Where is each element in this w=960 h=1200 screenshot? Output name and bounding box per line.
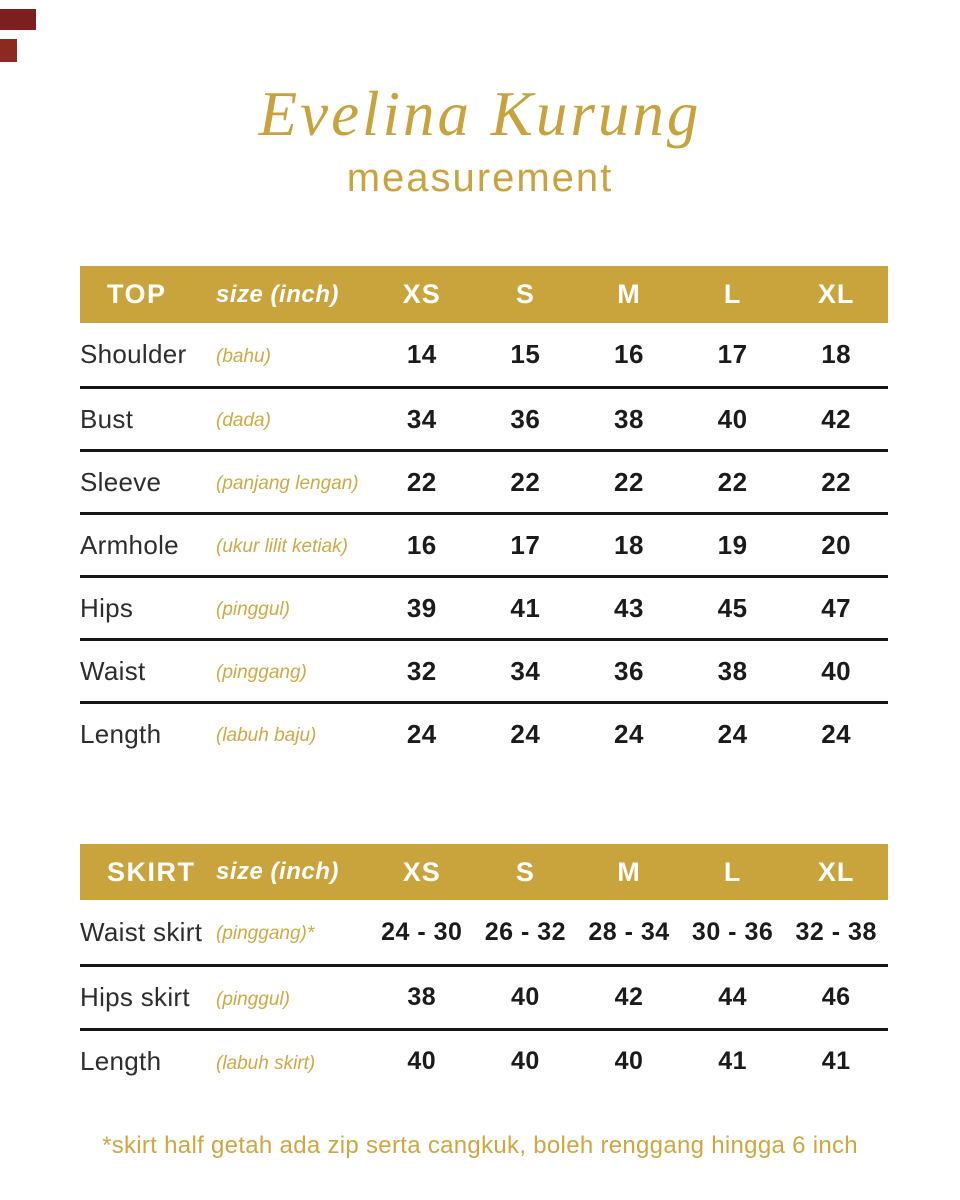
row-label: Waist — [80, 655, 146, 686]
top-table-header — [80, 266, 888, 323]
corner-mark — [0, 39, 17, 62]
size-value-s: 22 — [510, 466, 541, 497]
row-sublabel-malay: (panjang lengan) — [216, 473, 359, 494]
row-label: Length — [80, 718, 162, 749]
size-value-xs: 24 — [406, 718, 437, 749]
size-value-xs: 22 — [406, 466, 437, 497]
size-value-l: 38 — [717, 655, 748, 686]
row-label: Hips — [80, 592, 134, 623]
size-value-l: 41 — [718, 1047, 747, 1075]
size-col-xl: XL — [817, 279, 855, 309]
size-value-l: 24 — [717, 718, 748, 749]
size-value-xl: 20 — [821, 529, 852, 560]
size-value-m: 42 — [614, 983, 644, 1011]
table-name: SKIRT — [107, 856, 196, 887]
skirt-measurement-table — [80, 844, 888, 1092]
size-value-xl: 22 — [821, 466, 852, 497]
size-col-m: M — [617, 279, 641, 309]
size-value-s: 40 — [510, 983, 540, 1011]
size-value-s: 34 — [510, 655, 541, 686]
table-name: TOP — [107, 279, 167, 309]
table-row — [80, 964, 888, 1028]
size-value-xs: 14 — [406, 339, 437, 369]
size-value-m: 38 — [614, 403, 644, 434]
table-row — [80, 449, 888, 512]
size-value-xs: 16 — [406, 529, 437, 560]
size-value-s: 26 - 32 — [484, 917, 567, 946]
size-value-m: 36 — [614, 655, 644, 686]
corner-mark — [0, 9, 36, 30]
unit-label: size (inch) — [216, 280, 339, 308]
size-value-xl: 40 — [821, 655, 852, 686]
size-value-s: 24 — [510, 718, 541, 749]
size-value-xl: 42 — [821, 403, 852, 434]
table-row — [80, 900, 888, 964]
skirt-table-header — [80, 844, 888, 900]
table-row — [80, 701, 888, 764]
table-row — [80, 323, 888, 386]
size-value-m: 22 — [614, 466, 644, 497]
table-row — [80, 638, 888, 701]
size-value-m: 16 — [614, 339, 644, 369]
row-label: Length — [80, 1046, 162, 1076]
size-value-xl: 24 — [821, 718, 852, 749]
row-label: Waist skirt — [80, 916, 203, 947]
row-sublabel-malay: (dada) — [216, 410, 271, 431]
row-label: Sleeve — [80, 466, 162, 497]
row-sublabel-malay: (ukur lilit ketiak) — [216, 536, 348, 557]
size-value-m: 40 — [614, 1047, 644, 1075]
size-value-xs: 24 - 30 — [381, 917, 463, 946]
size-value-xl: 41 — [821, 1047, 851, 1075]
size-value-m: 18 — [614, 529, 644, 560]
size-value-xs: 32 — [406, 655, 437, 686]
size-value-xl: 46 — [821, 983, 851, 1011]
size-col-s: S — [515, 856, 535, 887]
size-value-s: 36 — [510, 403, 541, 434]
page-subtitle: measurement — [346, 156, 614, 200]
size-value-s: 17 — [510, 529, 541, 560]
table-row — [80, 386, 888, 449]
size-value-xs: 40 — [407, 1047, 437, 1075]
size-col-l: L — [723, 856, 742, 887]
size-value-s: 15 — [510, 339, 541, 369]
size-value-xs: 38 — [407, 983, 437, 1011]
unit-label: size (inch) — [216, 858, 339, 885]
size-col-s: S — [515, 279, 535, 309]
size-value-s: 41 — [510, 592, 541, 623]
table-row — [80, 512, 888, 575]
top-measurement-table — [80, 266, 888, 764]
row-sublabel-malay: (pinggul) — [216, 599, 290, 620]
size-value-xl: 18 — [821, 339, 852, 369]
table-row — [80, 1028, 888, 1092]
size-col-xl: XL — [817, 856, 855, 887]
row-sublabel-malay: (pinggang) — [216, 662, 307, 683]
row-sublabel-malay: (pinggul) — [216, 988, 290, 1010]
size-value-m: 28 - 34 — [588, 917, 670, 946]
size-value-l: 19 — [717, 529, 748, 560]
size-value-xl: 47 — [821, 592, 852, 623]
size-value-l: 17 — [717, 339, 748, 369]
row-label: Armhole — [80, 529, 179, 560]
size-value-l: 44 — [718, 983, 747, 1011]
row-label: Shoulder — [80, 339, 187, 369]
row-sublabel-malay: (pinggang)* — [216, 923, 315, 944]
size-value-xl: 32 - 38 — [795, 917, 877, 946]
table-row — [80, 575, 888, 638]
size-value-m: 24 — [614, 718, 644, 749]
row-sublabel-malay: (bahu) — [216, 345, 271, 367]
size-col-xs: XS — [402, 856, 441, 887]
size-col-m: M — [617, 856, 641, 887]
skirt-footnote: *skirt half getah ada zip serta cangkuk, boleh renggang hingga 6 inch — [102, 1132, 858, 1159]
row-sublabel-malay: (labuh skirt) — [216, 1052, 316, 1074]
page-title: Evelina Kurung — [258, 79, 702, 149]
size-value-m: 43 — [614, 592, 644, 623]
size-value-l: 40 — [717, 403, 748, 434]
row-label: Bust — [80, 403, 134, 434]
size-value-l: 45 — [717, 592, 748, 623]
size-value-l: 22 — [717, 466, 748, 497]
size-value-l: 30 - 36 — [691, 917, 774, 946]
size-value-xs: 39 — [406, 592, 437, 623]
size-col-xs: XS — [402, 279, 441, 309]
size-value-s: 40 — [510, 1047, 540, 1075]
row-sublabel-malay: (labuh baju) — [216, 725, 317, 746]
size-value-xs: 34 — [406, 403, 437, 434]
row-label: Hips skirt — [80, 982, 190, 1012]
size-col-l: L — [723, 279, 742, 309]
